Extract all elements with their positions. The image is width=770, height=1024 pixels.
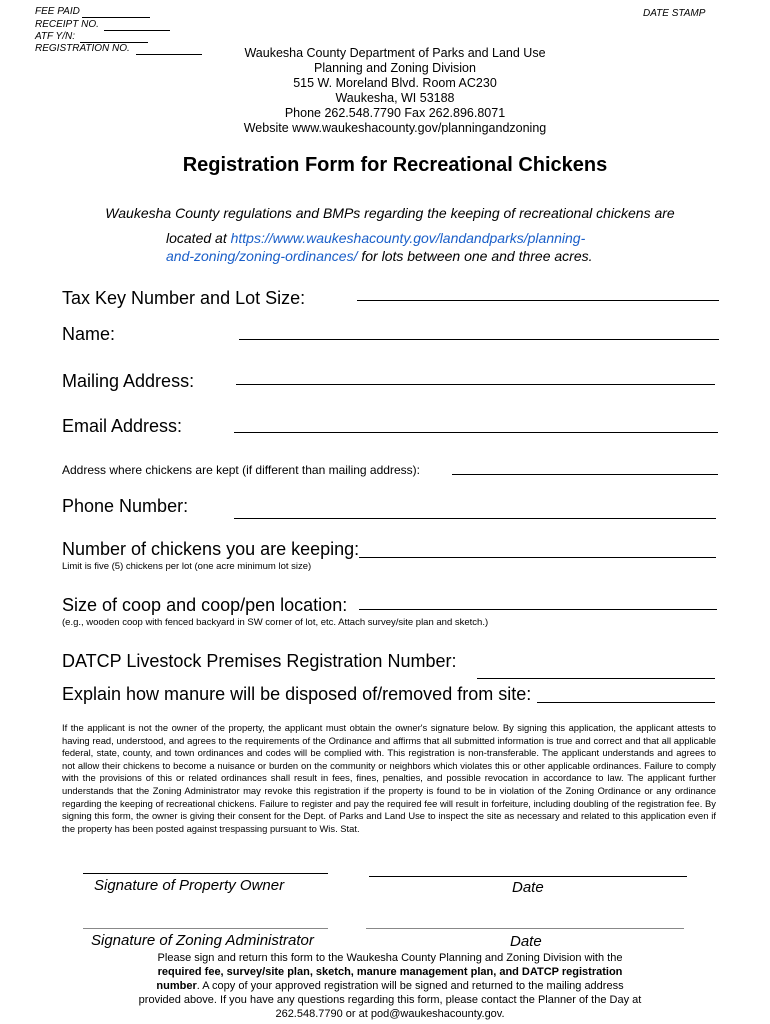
agency-header — [195, 46, 595, 136]
footer-line-1: Please sign and return this form to the Waukesha County Planning and Zoning Division with the — [157, 952, 623, 964]
footer-line-4: provided above. If you have any questions regarding this form, please contact the Planner of the Day at — [138, 994, 642, 1006]
mailing-address-field[interactable] — [236, 384, 715, 385]
intro-suffix: for lots between one and three acres. — [357, 248, 593, 264]
intro-line-3 — [166, 248, 593, 264]
street-address: 515 W. Moreland Blvd. Room AC230 — [293, 76, 497, 90]
date-label-2: Date — [510, 933, 542, 950]
datcp-label: DATCP Livestock Premises Registration Number: — [62, 651, 457, 671]
date-label-1: Date — [512, 879, 544, 896]
atf-label: ATF Y/N: — [35, 31, 76, 42]
chicken-address-label: Address where chickens are kept (if different than mailing address): — [62, 463, 420, 477]
phone-number-field[interactable] — [234, 518, 716, 519]
coop-label: Size of coop and coop/pen location: — [62, 595, 348, 615]
receipt-no-field[interactable] — [104, 30, 170, 31]
footer-line-3-rest: . A copy of your approved registration will be signed and returned to the mailing address — [196, 980, 624, 992]
manure-field[interactable] — [537, 702, 715, 703]
phone-fax: Phone 262.548.7790 Fax 262.896.8071 — [284, 106, 506, 120]
footer-bold-number: number — [156, 980, 197, 992]
intro-prefix: located at — [166, 230, 231, 246]
city-address: Waukesha, WI 53188 — [335, 91, 455, 105]
ordinance-link-part1[interactable]: https://www.waukeshacounty.gov/landandparks/planning- — [230, 230, 586, 246]
owner-signature-line[interactable] — [83, 873, 328, 874]
name-label: Name: — [62, 324, 116, 344]
division-name: Planning and Zoning Division — [314, 61, 476, 75]
intro-line-2 — [166, 230, 585, 246]
website: Website www.waukeshacounty.gov/planningandzoning — [243, 121, 547, 135]
footer-line-3 — [100, 979, 680, 993]
registration-no-field[interactable] — [136, 54, 202, 55]
admin-signature-line[interactable] — [83, 928, 328, 929]
name-field[interactable] — [239, 339, 719, 340]
datcp-field[interactable] — [477, 678, 715, 679]
chicken-limit-note: Limit is five (5) chickens per lot (one acre minimum lot size) — [62, 561, 312, 572]
email-address-label: Email Address: — [62, 416, 183, 436]
number-of-chickens-label: Number of chickens you are keeping: — [62, 539, 360, 559]
chicken-address-field[interactable] — [452, 474, 718, 475]
ordinance-link-part2[interactable]: and-zoning/zoning-ordinances/ — [166, 248, 358, 264]
date-stamp-label: DATE STAMP — [643, 8, 706, 19]
owner-signature-label: Signature of Property Owner — [94, 877, 285, 894]
manure-label: Explain how manure will be disposed of/removed from site: — [62, 684, 532, 704]
coop-note: (e.g., wooden coop with fenced backyard in SW corner of lot, etc. Attach survey/site plan and sketch.) — [62, 617, 489, 628]
page-title: Registration Form for Recreational Chickens — [182, 154, 608, 176]
fee-paid-field[interactable] — [82, 17, 150, 18]
tax-key-label: Tax Key Number and Lot Size: — [62, 288, 306, 308]
registration-no-label: REGISTRATION NO. — [35, 43, 130, 54]
coop-field[interactable] — [359, 609, 717, 610]
tax-key-field[interactable] — [357, 300, 719, 301]
date-line-1[interactable] — [369, 876, 687, 877]
fee-paid-label: FEE PAID — [35, 6, 80, 17]
email-address-field[interactable] — [234, 432, 718, 433]
date-line-2[interactable] — [366, 928, 684, 929]
phone-number-label: Phone Number: — [62, 496, 189, 516]
dept-name: Waukesha County Department of Parks and Land Use — [244, 46, 546, 60]
receipt-no-label: RECEIPT NO. — [35, 19, 99, 30]
footer-instructions — [100, 951, 680, 1021]
number-of-chickens-field[interactable] — [359, 557, 716, 558]
intro-line-1: Waukesha County regulations and BMPs regarding the keeping of recreational chickens are — [105, 205, 675, 221]
footer-contact: 262.548.7790 or at pod@waukeshacounty.gov. — [275, 1008, 505, 1020]
legal-paragraph: If the applicant is not the owner of the property, the applicant must obtain the owner's signature below. By signing this application, the applicant attests to having read, understood, and agrees to the requirements of the Ordinance and affirms that all submitted information is true and correct and that all applicable federal, state, county, and town ordinances and codes will be complied with. This registration is non-transferable. The applicant understands and agrees to not allow their chickens to become a nuisance or burden on the community or neighbors which violates this or other applicable ordinances. Failure to comply with the provisions of this or related ordinances shall result in fees, fines, penalties, and possible revocation in accordance to law. The applicant further understands that the Zoning Administrator may revoke this registration if the property is found to be in violation of the Zoning Ordinance or any ordinance regarding the keeping of recreational chickens. Failure to register and pay the required fee will result in forfeiture, including doubling of the registration fee. By signing this form, the owner is giving their consent for the Dept. of Parks and Land Use to inspect the site as necessary and related to this application even if the property has been posted against trespassing pursuant to Wis. Stat. — [62, 722, 716, 834]
mailing-address-label: Mailing Address: — [62, 371, 195, 391]
admin-signature-label: Signature of Zoning Administrator — [91, 932, 314, 949]
footer-bold-line: required fee, survey/site plan, sketch, manure management plan, and DATCP registration — [157, 966, 623, 978]
